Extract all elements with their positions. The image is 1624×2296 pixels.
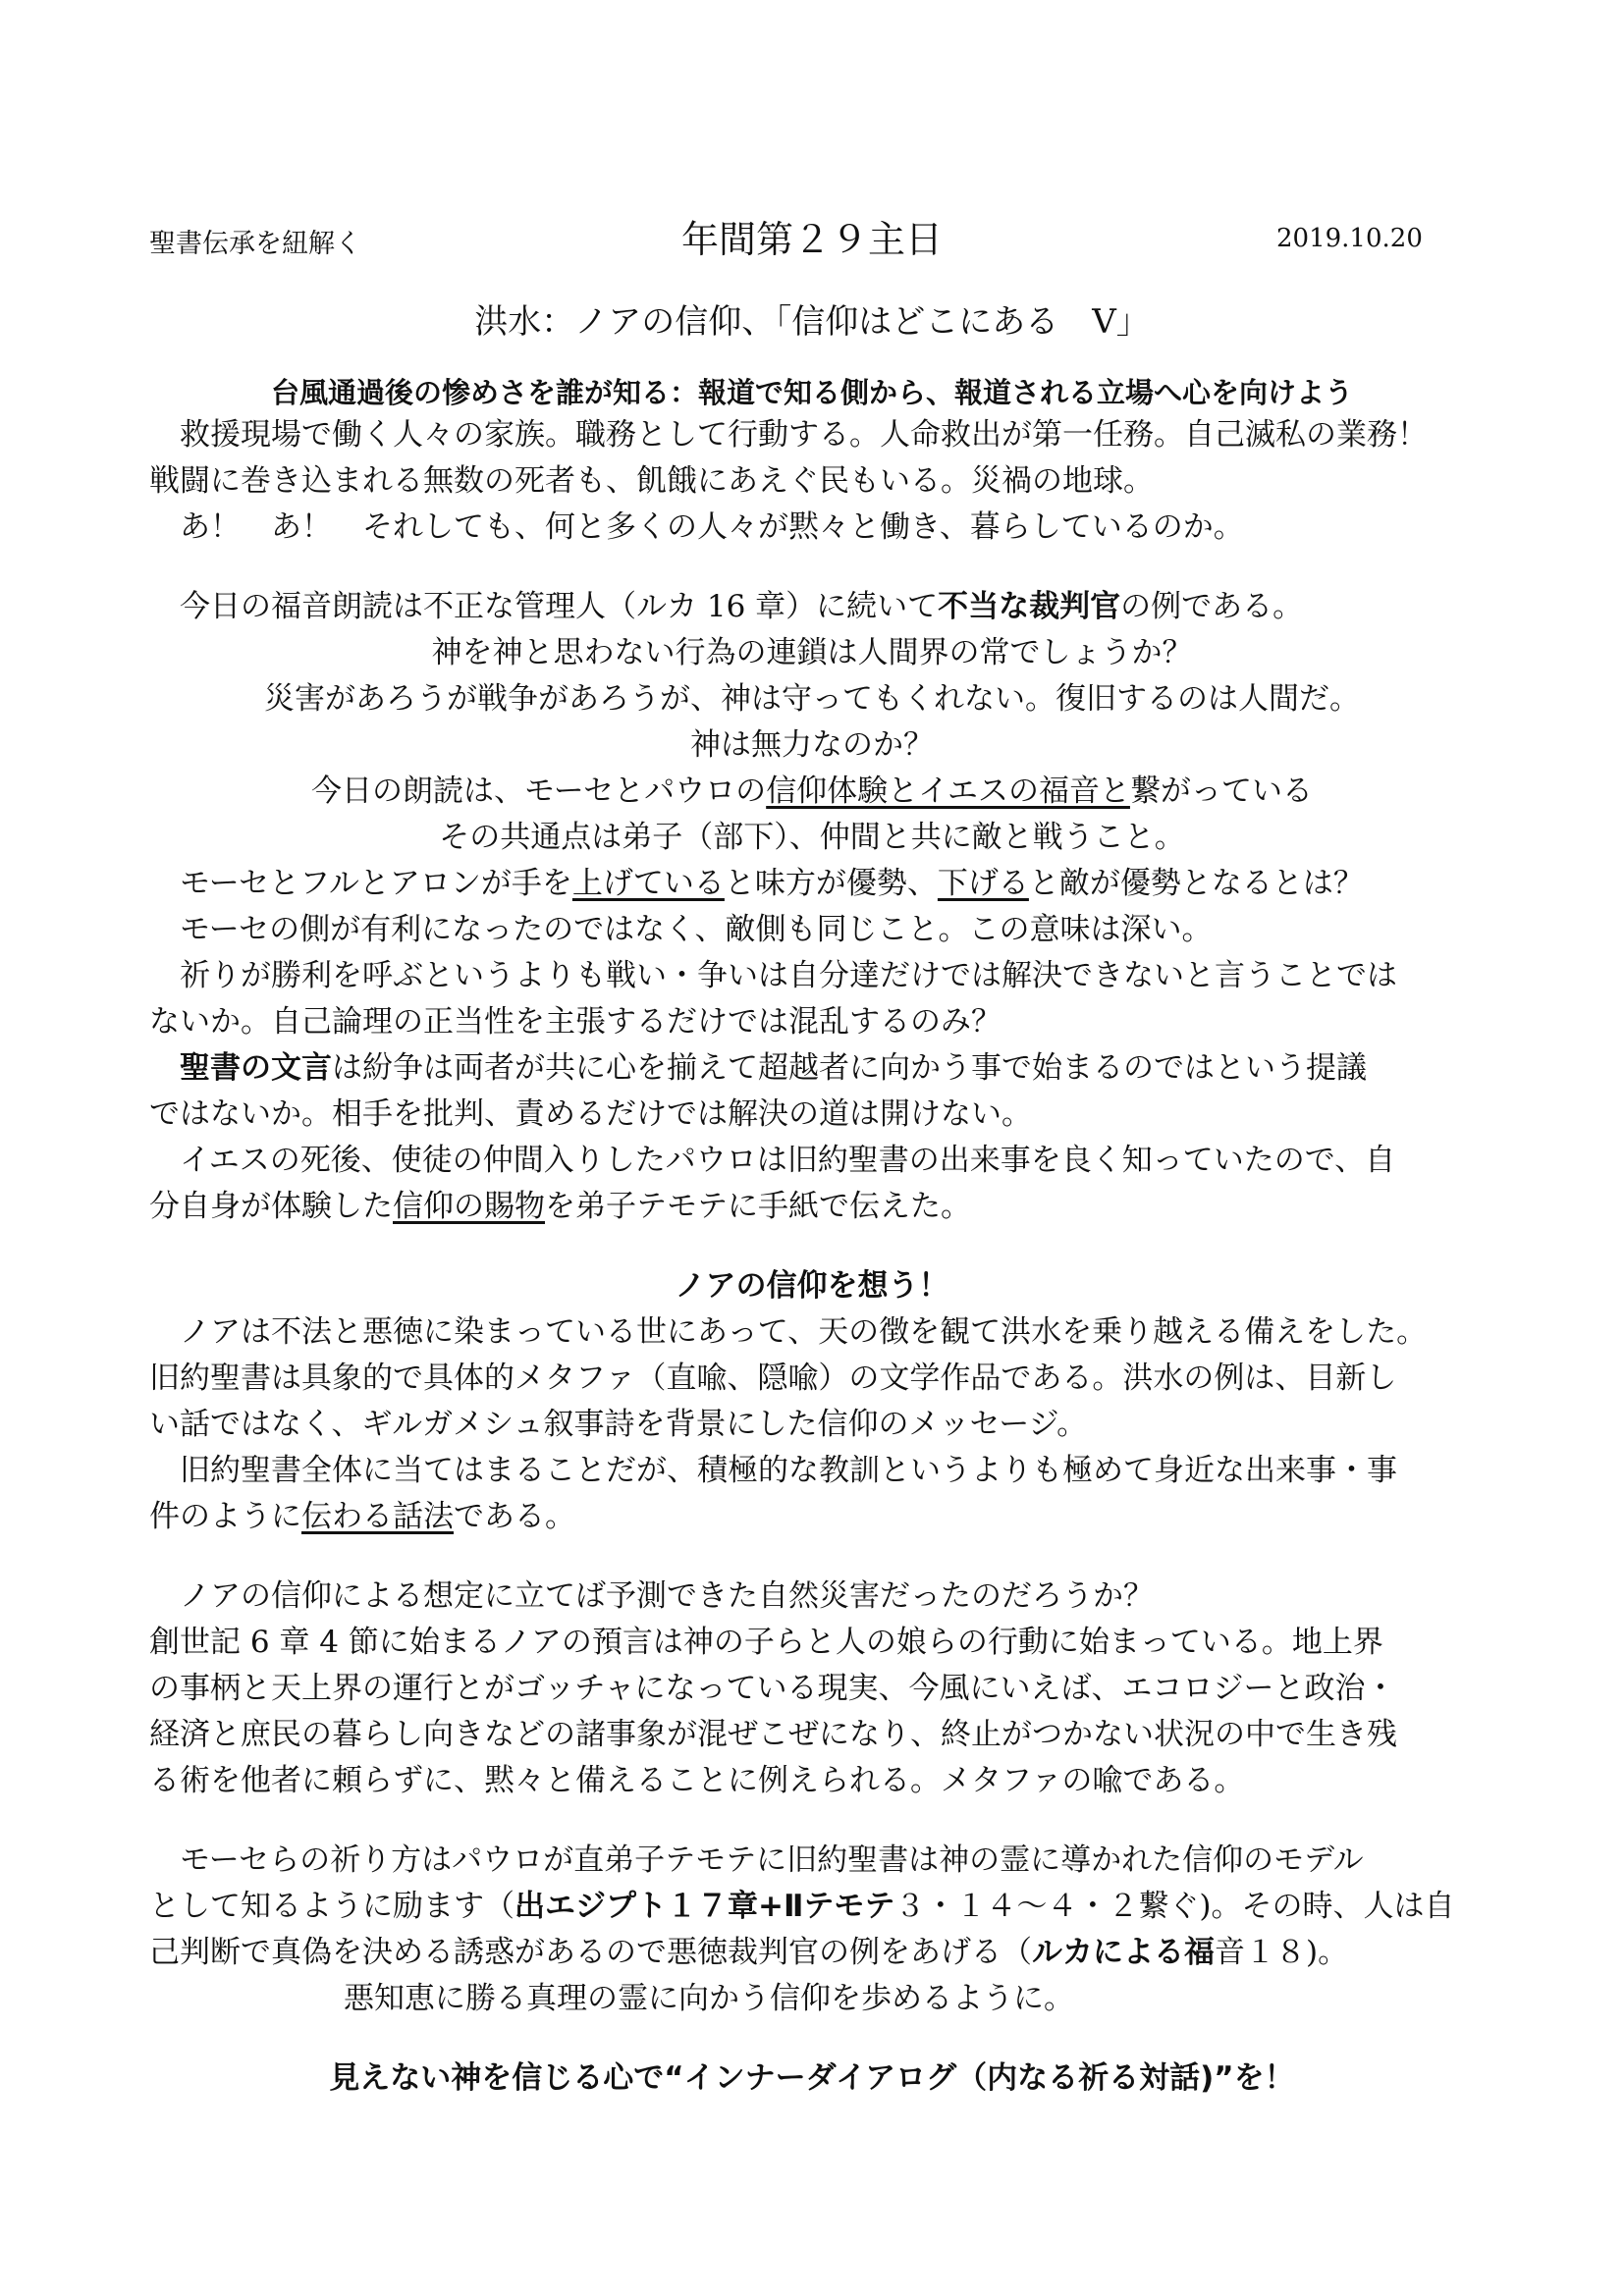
genesis-line-5: る術を他者に頼らずに、黙々と備えることに例えられる。メタファの喩である。 [149,1763,1245,1798]
noah-line-3: い話ではなく、ギルガメシュ叙事詩を背景にした信仰のメッセージ。 [149,1407,1088,1442]
paul-text-end: を弟子テモテに手紙で伝えた。 [545,1189,971,1224]
prayer-line-2 [149,1887,1455,1926]
gospel-text-end: の例である。 [1120,589,1304,624]
reading-text-end: 繋がっている [1129,774,1313,809]
prayer-line-3 [149,1933,1348,1972]
header-title: 年間第２９主日 [680,218,943,261]
reading-text: 今日の朗読は、モーセとパウロの [311,774,767,809]
noah-underlined: 伝わる話法 [301,1499,454,1534]
prayer-text-c: ３・１４～４・２繋ぐ)。その時、人は自 [894,1889,1455,1924]
subheading: 台風通過後の惨めさを誰が知る：報道で知る側から、報道される立場へ心を向けよう [270,376,1353,409]
paul-underlined: 信仰の賜物 [393,1189,545,1224]
noah-text: 件のように [149,1499,301,1534]
noah-line-4: 旧約聖書全体に当てはまることだが、積極的な教訓というよりも極めて身近な出来事・事 [149,1453,1397,1488]
gospel-text: 今日の福音朗読は不正な管理人（ルカ 16 章）に続いて [149,589,939,624]
prayer-text-e: 音１８)。 [1215,1935,1349,1970]
closing-line: 見えない神を信じる心で“インナーダイアログ（内なる祈る対話)”を！ [329,2060,1295,2096]
paul-text: 分自身が体験した [149,1189,393,1224]
prayer-line-4: 悪知恵に勝る真理の霊に向かう信仰を歩めるように。 [344,1981,1074,2016]
scripture-text: は紛争は両者が共に心を揃えて超越者に向かう事で始まるのではという提議 [332,1050,1367,1086]
header-series: 聖書伝承を紐解く [149,229,361,259]
gospel-line [149,587,1303,626]
document-title: 洪水：ノアの信仰、「信仰はどこにある V」 [474,302,1150,342]
centered-line-3: 神は無力なのか？ [690,727,934,763]
noah-line-1: ノアは不法と悪徳に染まっている世にあって、天の徴を観て洪水を乗り越える備えをした。 [149,1314,1428,1350]
para2-line-3: ないか。自己論理の正当性を主張するだけでは混乱するのみ？ [149,1004,1001,1040]
genesis-line-2: 創世記 6 章 4 節に始まるノアの預言は神の子らと人の娘らの行動に始まっている。地上界 [149,1625,1383,1660]
noah-heading: ノアの信仰を想う！ [675,1268,949,1304]
prayer-text-d: 己判断で真偽を決める誘惑があるので悪徳裁判官の例をあげる（ [149,1935,1032,1970]
moses-underlined-2: 下げる [937,866,1029,901]
para1-line-1: 救援現場で働く人々の家族。職務として行動する。人命救出が第一任務。自己滅私の業務！ [149,417,1428,453]
prayer-line-1: モーセらの祈り方はパウロが直弟子テモテに旧約聖書は神の霊に導かれた信仰のモデル [149,1842,1364,1878]
noah-text-end: である。 [454,1499,575,1534]
prayer-text-a: として知るように励ます（ [149,1889,514,1924]
scripture-bold: 聖書の文言 [180,1050,332,1086]
scripture-line-2: ではないか。相手を批判、責めるだけでは解決の道は開けない。 [149,1096,1032,1132]
moses-text-a: モーセとフルとアロンが手を [149,866,572,901]
prayer-bold-ref: 出エジプト１７章+Ⅱテモテ [514,1889,895,1924]
noah-line-5 [149,1497,575,1536]
para2-line-2: 祈りが勝利を呼ぶというよりも戦い・争いは自分達だけでは解決できないと言うことでは [149,958,1397,993]
centered-line-4: その共通点は弟子（部下）、仲間と共に敵と戦うこと。 [439,820,1185,855]
gospel-bold: 不当な裁判官 [938,589,1121,624]
reading-underlined: 信仰体験とイエスの福音と [766,774,1130,809]
noah-line-2: 旧約聖書は具象的で具体的メタファ（直喩、隠喩）の文学作品である。洪水の例は、目新し [149,1361,1397,1396]
prayer-bold-luke: ルカによる福 [1032,1935,1215,1970]
genesis-line-4: 経済と庶民の暮らし向きなどの諸事象が混ぜこぜになり、終止がつかない状況の中で生き残 [149,1717,1397,1752]
reading-line [0,772,1624,811]
moses-underlined-1: 上げている [571,866,725,901]
centered-line-1: 神を神と思わない行為の連鎖は人間界の常でしょうか？ [431,635,1193,670]
genesis-line-1: ノアの信仰による想定に立てば予測できた自然災害だったのだろうか？ [149,1578,1154,1614]
genesis-line-3: の事柄と天上界の運行とがゴッチャになっている現実、今風にいえば、エコロジーと政治・ [149,1671,1396,1706]
moses-text-b: と味方が優勢、 [724,866,938,901]
para1-line-2: 戦闘に巻き込まれる無数の死者も、飢餓にあえぐ民もいる。災禍の地球。 [149,463,1154,499]
paul-line-1: イエスの死後、使徒の仲間入りしたパウロは旧約聖書の出来事を良く知っていたので、自 [149,1143,1396,1178]
header-date: 2019.10.20 [1276,224,1423,253]
centered-line-2: 災害があろうが戦争があろうが、神は守ってもくれない。復旧するのは人間だ。 [264,681,1360,717]
moses-text-c: と敵が優勢となるとは？ [1028,866,1364,901]
moses-line [149,864,1364,903]
para2-line-1: モーセの側が有利になったのではなく、敵側も同じこと。この意味は深い。 [149,912,1213,947]
scripture-line-1 [149,1048,1367,1088]
paul-line-2 [149,1187,971,1226]
para1-line-3: あ！ あ！ それしても、何と多くの人々が黙々と働き、暮らしているのか。 [149,509,1244,545]
